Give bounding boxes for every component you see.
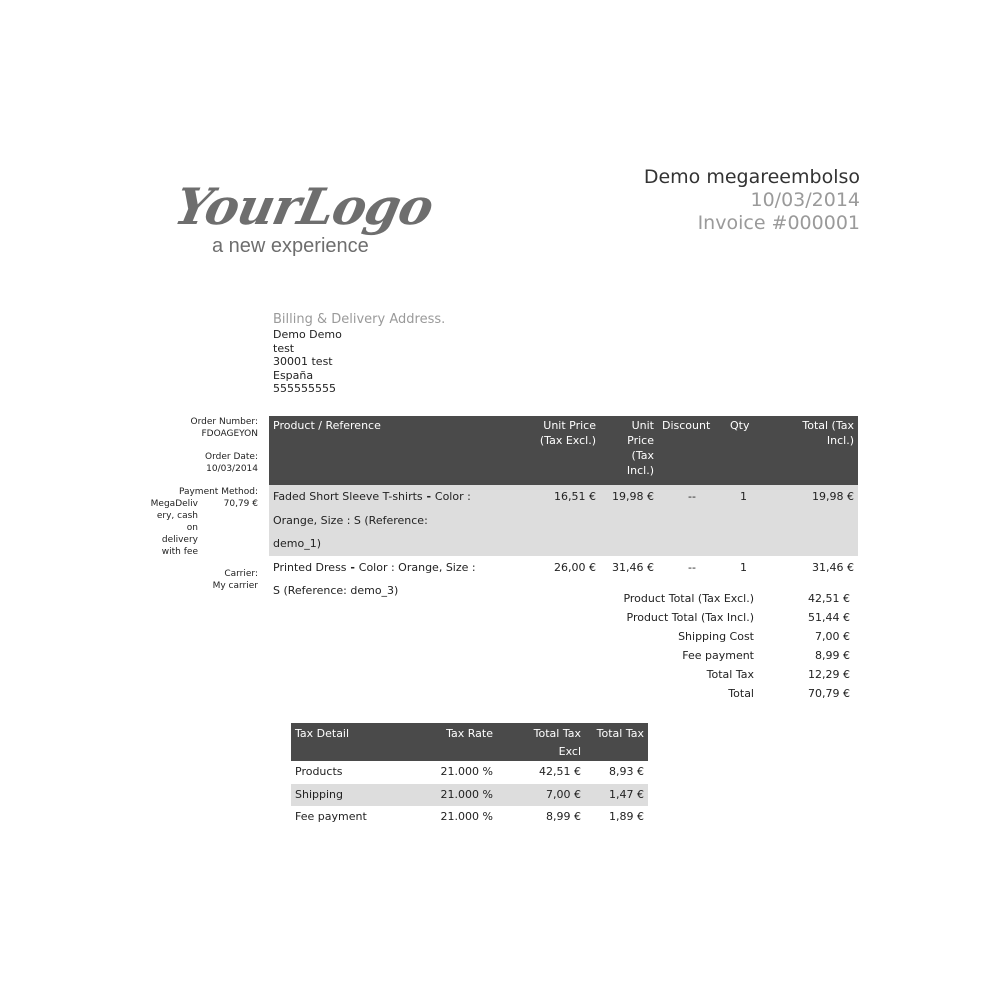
- col-total-tax: Total Tax: [585, 723, 648, 761]
- tax-name: Fee payment: [295, 810, 367, 823]
- totals-row: [560, 627, 858, 646]
- address-line: test: [273, 341, 295, 355]
- order-date: 10/03/2014: [206, 464, 258, 474]
- line-total: 19,98 €: [784, 485, 858, 556]
- totals-value: 70,79 €: [808, 687, 850, 700]
- product-reference: demo_1): [273, 537, 321, 550]
- logo-graphic: [168, 168, 468, 268]
- tax-excl: 42,51 €: [539, 765, 581, 778]
- invoice-header: [644, 166, 860, 235]
- product-attributes: Color : Orange, Size :: [358, 560, 476, 574]
- col-total-line: Total (Tax: [802, 419, 854, 432]
- carrier-name: My carrier: [212, 581, 258, 591]
- col-tax-detail: Tax Detail: [291, 723, 409, 761]
- order-number-label: Order Number:: [190, 417, 258, 427]
- product-separator: -: [422, 490, 435, 503]
- unit-price-excl: 16,51 €: [522, 485, 600, 556]
- product-description: [269, 556, 522, 603]
- product-description: [269, 485, 522, 556]
- products-table: [269, 416, 858, 603]
- col-tax-rate: Tax Rate: [409, 723, 497, 761]
- order-date-label: Order Date:: [205, 452, 258, 462]
- table-row: [291, 806, 648, 829]
- col-unit-excl: [522, 416, 600, 485]
- line-total: 31,46 €: [812, 560, 854, 574]
- invoice-date: 10/03/2014: [750, 189, 860, 211]
- col-unit-incl-line: Incl.): [626, 464, 654, 477]
- product-attributes: S (Reference: demo_3): [273, 584, 399, 597]
- unit-price-incl: 31,46 €: [612, 560, 654, 574]
- invoice-number: Invoice #000001: [697, 212, 860, 234]
- col-unit-excl-line: (Tax Excl.): [539, 434, 596, 447]
- payment-method-line: on: [186, 523, 198, 533]
- payment-method-block: [120, 486, 258, 558]
- tax-excl: 8,99 €: [546, 810, 581, 823]
- totals-label: Product Total (Tax Excl.): [623, 592, 754, 605]
- payment-method-line: delivery: [161, 535, 198, 545]
- payment-amount: 70,79 €: [223, 499, 258, 509]
- product-name: Faded Short Sleeve T-shirts: [273, 490, 423, 503]
- totals-label: Total: [728, 687, 754, 700]
- col-discount: Discount: [658, 416, 726, 485]
- totals-row: [560, 684, 858, 703]
- col-qty: Qty: [726, 416, 784, 485]
- tax-excl: 7,00 €: [497, 784, 585, 807]
- totals-value: 42,51 €: [808, 592, 850, 605]
- payment-method-line: MegaDeliv: [150, 499, 198, 509]
- logo-tagline: a new experience: [212, 235, 369, 257]
- tax-name: Shipping: [291, 784, 409, 807]
- tax-amount: 1,47 €: [585, 784, 648, 807]
- col-unit-excl-line: Unit Price: [543, 419, 596, 432]
- totals-label: Product Total (Tax Incl.): [626, 611, 754, 624]
- address-line: Demo Demo: [273, 328, 342, 341]
- tax-header-row: [291, 723, 648, 761]
- col-unit-incl-line: Price: [627, 434, 654, 447]
- totals-value: 12,29 €: [808, 668, 850, 681]
- totals-row: [560, 646, 858, 665]
- col-total-tax-excl-line: Excl: [558, 745, 581, 758]
- totals-label: Shipping Cost: [678, 630, 754, 643]
- tax-detail-table: [291, 723, 648, 829]
- payment-method-label: Payment Method:: [178, 487, 258, 497]
- logo-wordmark: YourLogo: [169, 177, 439, 236]
- col-total: [784, 416, 858, 485]
- order-date-block: [120, 451, 258, 475]
- billing-address: [273, 312, 445, 396]
- carrier-label: Carrier:: [224, 569, 258, 579]
- address-line: 555555555: [273, 382, 336, 395]
- totals-label: Fee payment: [682, 649, 754, 662]
- col-total-line: Incl.): [826, 434, 854, 447]
- col-unit-incl: [600, 416, 658, 485]
- col-total-tax-excl: [497, 723, 585, 761]
- discount: --: [658, 485, 726, 556]
- totals-row: [560, 589, 858, 608]
- tax-name: Products: [295, 765, 343, 778]
- address-line: España: [273, 368, 314, 382]
- tax-amount: 1,89 €: [609, 810, 644, 823]
- product-name: Printed Dress: [273, 560, 347, 574]
- col-product: Product / Reference: [269, 416, 522, 485]
- table-row: [291, 761, 648, 784]
- totals-value: 51,44 €: [808, 611, 850, 624]
- table-row: [269, 485, 858, 556]
- totals-row: [560, 665, 858, 684]
- table-row: [291, 784, 648, 807]
- totals-row: [560, 608, 858, 627]
- product-separator: -: [346, 560, 359, 574]
- col-total-tax-excl-line: Total Tax: [533, 727, 581, 740]
- tax-rate: 21.000 %: [440, 810, 493, 823]
- unit-price-excl: 26,00 €: [554, 560, 596, 574]
- col-unit-incl-line: Unit: [631, 419, 654, 432]
- tax-rate: 21.000 %: [409, 784, 497, 807]
- tax-amount: 8,93 €: [609, 765, 644, 778]
- totals-label: Total Tax: [706, 668, 754, 681]
- payment-method-line: with fee: [161, 547, 198, 557]
- order-number-block: [120, 416, 258, 440]
- products-header-row: [269, 416, 858, 485]
- discount: --: [688, 560, 696, 574]
- order-number: FDOAGEYON: [201, 429, 258, 439]
- product-attributes: Orange, Size : S (Reference:: [273, 513, 428, 527]
- tax-rate: 21.000 %: [440, 765, 493, 778]
- unit-price-incl: 19,98 €: [600, 485, 658, 556]
- product-attributes: Color :: [434, 490, 471, 503]
- shop-name: Demo megareembolso: [643, 166, 860, 188]
- payment-method-line: ery, cash: [156, 511, 198, 521]
- col-unit-incl-line: (Tax: [631, 449, 654, 462]
- totals-table: [560, 589, 858, 703]
- quantity: 1: [740, 560, 747, 574]
- carrier-block: [120, 568, 258, 592]
- company-logo: [168, 168, 468, 268]
- totals-value: 8,99 €: [815, 649, 850, 662]
- address-line: 30001 test: [273, 355, 333, 368]
- totals-value: 7,00 €: [815, 630, 850, 643]
- address-title: Billing & Delivery Address.: [273, 312, 446, 327]
- quantity: 1: [726, 485, 784, 556]
